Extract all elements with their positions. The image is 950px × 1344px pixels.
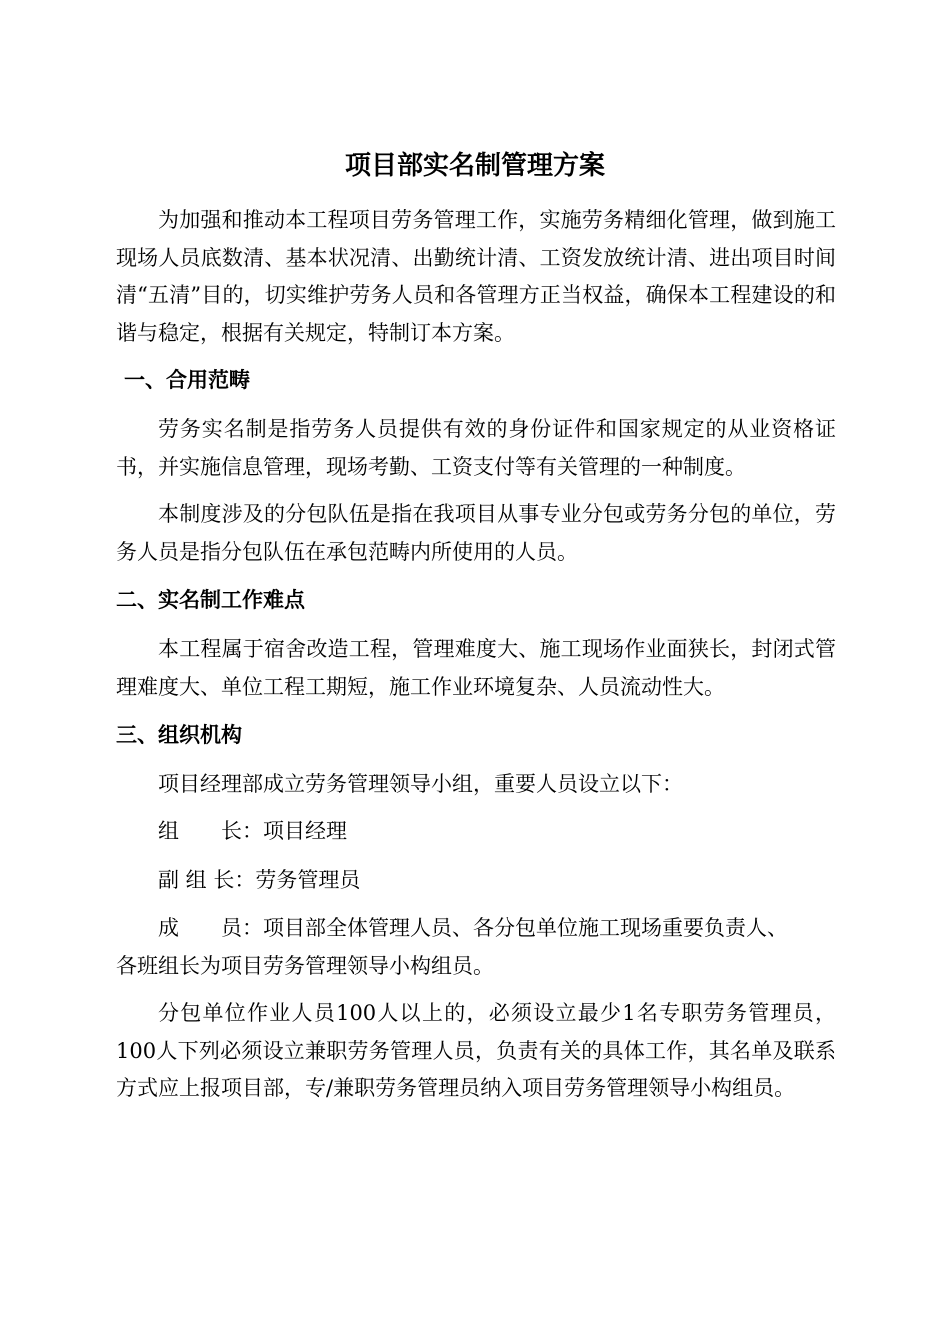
section-heading-organization: 三、组织机构 — [116, 723, 242, 747]
role-members — [116, 910, 836, 985]
difficulties-paragraph: 本工程属于宿舍改造工程，管理难度大、施工现场作业面狭长，封闭式管理难度大、单位工程工期短，施工作业环境复杂、人员流动性大。 — [116, 637, 836, 699]
section-heading-scope: 一、合用范畴 — [124, 368, 250, 392]
page-title: 项目部实名制管理方案 — [344, 151, 605, 181]
scope-paragraph-2: 本制度涉及的分包队伍是指在我项目从事专业分包或劳务分包的单位，劳务人员是指分包队伍在承包范畴内所使用的人员。 — [116, 502, 836, 564]
members-line-2: 各班组长为项目劳务管理领导小构组员。 — [116, 953, 494, 978]
closing-paragraph: 分包单位作业人员100人以上的，必须设立最少1名专职劳务管理员，100人下列必须设立兼职劳务管理人员，负责有关的具体工作，其名单及联系方式应上报项目部，专/兼职劳务管理员纳入项目劳务管理领导小构组员。 — [116, 1001, 836, 1100]
intro-paragraph: 为加强和推动本工程项目劳务管理工作，实施劳务精细化管理，做到施工现场人员底数清、基本状况清、出勤统计清、工资发放统计清、进出项目时间清“五清”目的，切实维护劳务人员和各管理方正当权益，确保本工程建设的和谐与稳定，根据有关规定，特制订本方案。 — [116, 208, 836, 345]
role-leader: 组 长：项目经理 — [158, 819, 347, 843]
organization-paragraph: 项目经理部成立劳务管理领导小组，重要人员设立以下： — [158, 772, 683, 796]
role-deputy-leader: 副 组 长：劳务管理员 — [158, 868, 361, 892]
scope-paragraph-1: 劳务实名制是指劳务人员提供有效的身份证件和国家规定的从业资格证书，并实施信息管理，现场考勤、工资支付等有关管理的一种制度。 — [116, 417, 836, 479]
members-line-1: 成 员：项目部全体管理人员、各分包单位施工现场重要负责人、 — [158, 916, 788, 940]
section-heading-difficulties: 二、实名制工作难点 — [116, 588, 305, 612]
